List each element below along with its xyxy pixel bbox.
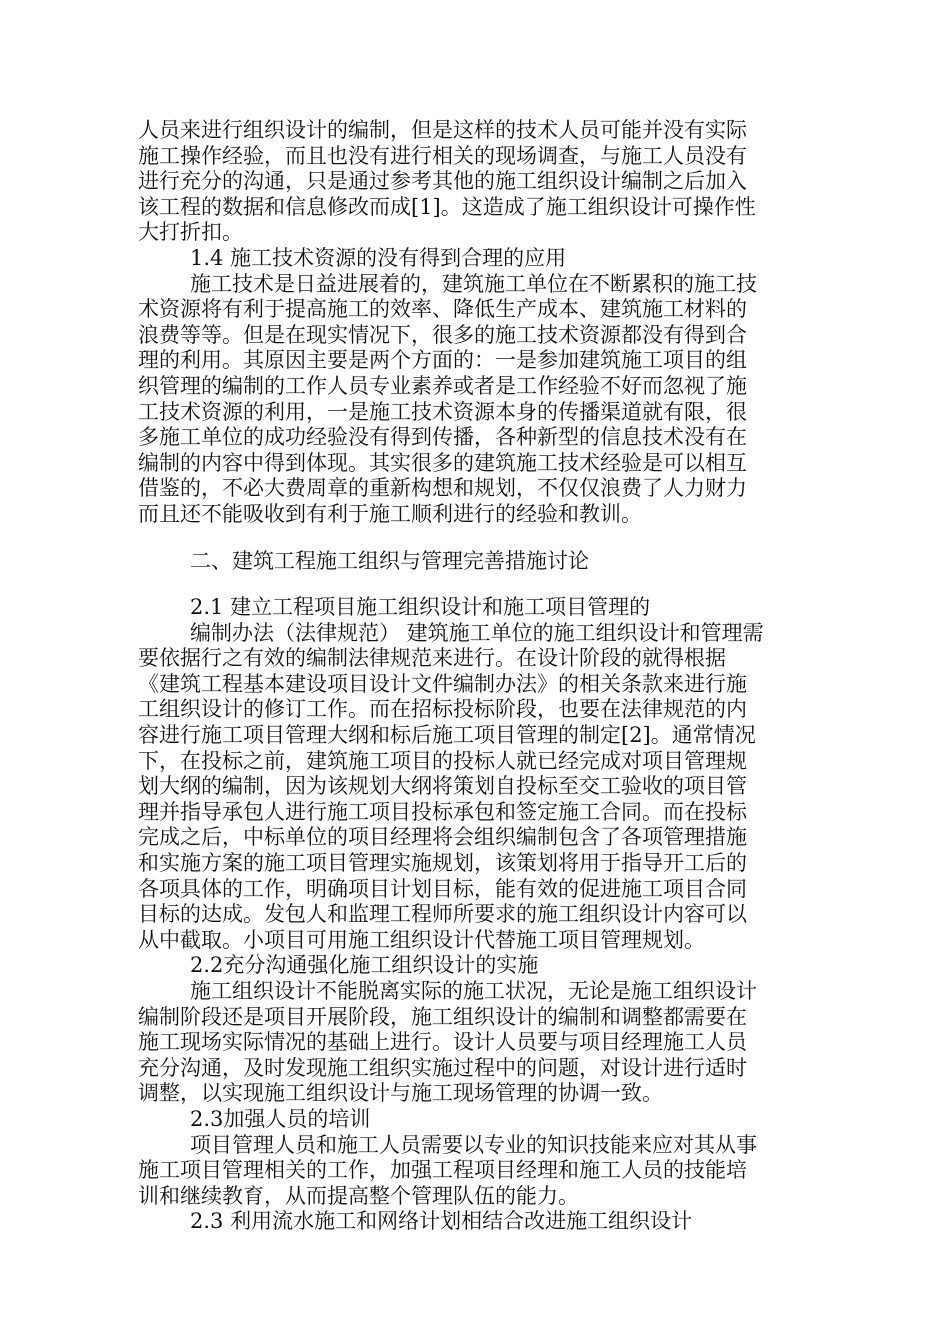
text-line: 织管理的编制的工作人员专业素养或者是工作经验不好而忽视了施 (138, 373, 747, 398)
text-line: 该工程的数据和信息修改而成[1]。这造成了施工组织设计可操作性 (138, 194, 756, 219)
section-heading-2-1: 2.1 建立工程项目施工组织设计和施工项目管理的 (190, 595, 651, 620)
text-line: 理并指导承包人进行施工项目投标承包和签定施工合同。而在投标 (138, 799, 747, 824)
paragraph-block (138, 118, 822, 246)
section-heading-1-4: 1.4 施工技术资源的没有得到合理的应用 (190, 245, 567, 270)
text-line: 编制办法（法律规范） 建筑施工单位的施工组织设计和管理需 (190, 620, 764, 645)
text-line: 各项具体的工作，明确项目计划目标，能有效的促进施工项目合同 (138, 876, 747, 901)
text-line: 项目管理人员和施工人员需要以专业的知识技能来应对其从事 (190, 1132, 757, 1157)
text-line: 下，在投标之前，建筑施工项目的投标人就已经完成对项目管理规 (138, 748, 747, 773)
text-line: 训和继续教育，从而提高整个管理队伍的能力。 (138, 1183, 579, 1208)
paragraph-block (138, 621, 822, 954)
text-line: 借鉴的，不必大费周章的重新构想和规划，不仅仅浪费了人力财力 (138, 476, 747, 501)
paragraph-block (138, 272, 822, 528)
paragraph-block (138, 979, 822, 1107)
text-line: 施工现场实际情况的基础上进行。设计人员要与项目经理施工人员 (138, 1030, 747, 1055)
spacer (138, 574, 822, 595)
section-heading-2-3-training: 2.3加强人员的培训 (190, 1106, 371, 1131)
paragraph-block (138, 1133, 822, 1210)
text-line: 而且还不能吸收到有利于施工顺利进行的经验和教训。 (138, 501, 642, 526)
section-heading-2-3-network-plan: 2.3 利用流水施工和网络计划相结合改进施工组织设计 (190, 1209, 693, 1234)
text-line: 多施工单位的成功经验没有得到传播，各种新型的信息技术没有在 (138, 425, 747, 450)
text-line: 容进行施工项目管理大纲和标后施工项目管理的制定[2]。通常情况 (138, 723, 756, 748)
text-line: 《建筑工程基本建设项目设计文件编制办法》的相关条款来进行施 (138, 671, 747, 696)
text-line: 调整，以实现施工组织设计与施工现场管理的协调一致。 (138, 1081, 663, 1106)
text-line: 大打折扣。 (138, 220, 243, 245)
text-line: 理的利用。其原因主要是两个方面的：一是参加建筑施工项目的组 (138, 348, 747, 373)
text-line: 施工组织设计不能脱离实际的施工状况，无论是施工组织设计 (190, 979, 757, 1003)
text-line: 工组织设计的修订工作。而在招标投标阶段，也要在法律规范的内 (138, 697, 747, 722)
section-heading-2-2: 2.2充分沟通强化施工组织设计的实施 (190, 953, 539, 978)
text-line: 和实施方案的施工项目管理实施规划，该策划将用于指导开工后的 (138, 851, 747, 876)
text-line: 划大纲的编制，因为该规划大纲将策划自投标至交工验收的项目管 (138, 774, 747, 799)
text-line: 要依据行之有效的编制法律规范来进行。在设计阶段的就得根据 (138, 646, 726, 671)
text-line: 浪费等等。但是在现实情况下，很多的施工技术资源都没有得到合 (138, 322, 747, 347)
text-line: 施工操作经验，而且也没有进行相关的现场调查，与施工人员没有 (138, 143, 747, 168)
text-line: 工技术资源的利用，一是施工技术资源本身的传播渠道就有限，很 (138, 399, 747, 424)
spacer (138, 528, 822, 549)
text-line: 术资源将有利于提高施工的效率、降低生产成本、建筑施工材料的 (138, 297, 747, 322)
text-line: 从中截取。小项目可用施工组织设计代替施工项目管理规划。 (138, 927, 705, 952)
text-line: 施工技术是日益进展着的，建筑施工单位在不断累积的施工技 (190, 271, 757, 296)
text-line: 编制阶段还是项目开展阶段，施工组织设计的编制和调整都需要在 (138, 1004, 747, 1029)
text-line: 编制的内容中得到体现。其实很多的建筑施工技术经验是可以相互 (138, 450, 747, 475)
text-line: 充分沟通，及时发现施工组织实施过程中的问题，对设计进行适时 (138, 1055, 747, 1080)
text-line: 完成之后，中标单位的项目经理将会组织编制包含了各项管理措施 (138, 825, 747, 850)
text-line: 目标的达成。发包人和监理工程师所要求的施工组织设计内容可以 (138, 902, 747, 927)
text-line: 进行充分的沟通，只是通过参考其他的施工组织设计编制之后加入 (138, 169, 747, 194)
text-line: 施工项目管理相关的工作，加强工程项目经理和施工人员的技能培 (138, 1158, 747, 1183)
text-line: 人员来进行组织设计的编制，但是这样的技术人员可能并没有实际 (138, 118, 747, 142)
document-page (138, 118, 822, 1235)
section-title-2: 二、建筑工程施工组织与管理完善措施讨论 (190, 548, 589, 573)
